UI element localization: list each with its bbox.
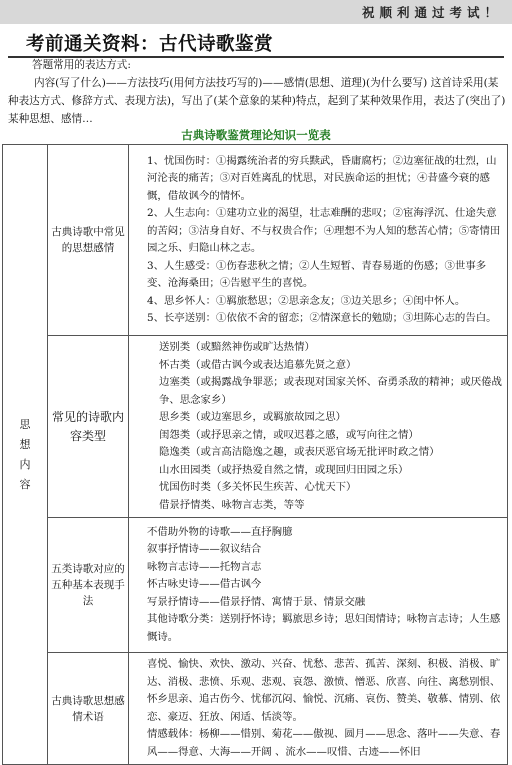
list-item: 边塞类（或揭露战争罪恶；或表现对国家关怀、奋勇杀敌的精神；或厌倦战争、思念家乡） [159, 376, 502, 406]
list-item: 思乡类（或边塞思乡，或羁旅故园之思） [159, 411, 347, 423]
list-item: 送别类（或黯然神伤或旷达热情） [159, 341, 315, 353]
list-item: 不借助外物的诗歌——直抒胸臆 [147, 525, 293, 538]
intro-body: 内容(写了什么)——方法技巧(用何方法技巧写的)——感情(思想、道理)(为什么要写) 这首诗采用(某种表达方式、修辞方式、表现方法)，写出了(某个意象的某种)特点，起到了某种效果作用，表达了(突出了)某种思想、感情… [8, 77, 506, 125]
category-cell: 古典诗歌思想感情术语 [48, 653, 129, 765]
list-item: 借景抒情类、咏物言志类，等等 [159, 498, 305, 511]
outer-label: 思 想 内 容 [19, 417, 31, 491]
list-item: 喜悦、愉快、欢快、激动、兴奋、忧愁、悲苦、孤苦、深刻、积极、消极、旷达、消极、悲愤、乐观、悲观、哀怨、激愤、憎恶、欣喜、向往、离愁别恨、怀乡思亲、追古伤今、忧郁沉闷、愉悦、沉痛、哀伤、赞美、敬慕、情别、依恋、豪迈、狂放、闲适、恬淡等。 [147, 658, 501, 723]
list-item: 2、人生志向：①建功立业的渴望，壮志难酬的悲叹；②宦海浮沉、仕途失意的苦闷；③洁身自好、不与权贵合作；④理想不为人知的愁苦心情；⑤寄情田园之乐、归隐山林之志。 [147, 207, 501, 254]
list-item: 怀古类（或借古讽今或表达追慕先贤之意） [159, 358, 357, 371]
content-cell [129, 518, 508, 653]
category-cell: 五类诗歌对应的五种基本表现手法 [48, 518, 129, 653]
page-title: 考前通关资料：古代诗歌鉴赏 [26, 34, 274, 55]
intro-lead: 答题常用的表达方式: [32, 59, 131, 71]
list-item: 5、长亭送别：①依依不舍的留恋；②情深意长的勉励；③坦陈心志的告白。 [147, 312, 497, 324]
list-item: 情感载体：杨柳——惜别、菊花——傲视、圆月——思念、落叶——失意、春风——得意、大海——开阔 、流水——叹惜、古迹——怀旧 [147, 728, 501, 758]
content-cell [129, 145, 508, 336]
list-item: 怀古咏史诗——借古讽今 [147, 578, 262, 591]
list-item: 4、思乡怀人：①羁旅愁思；②思亲念友；③边关思乡；④闺中怀人。 [147, 294, 466, 307]
list-item: 写景抒情诗——借景抒情、寓情于景、情景交融 [147, 595, 366, 608]
list-item: 叙事抒情诗——叙议结合 [147, 543, 262, 556]
table-row [3, 336, 508, 518]
intro-block [8, 56, 508, 128]
banner-motto: 祝顺利通过考试！ [361, 5, 502, 20]
category-cell: 常见的诗歌内容类型 [48, 336, 129, 518]
table-title: 古典诗歌鉴赏理论知识一览表 [181, 128, 331, 142]
poetry-knowledge-table [2, 144, 508, 765]
outer-label-cell [3, 145, 48, 765]
list-item: 1、忧国伤时：①揭露统治者的穷兵黩武，昏庸腐朽；②边塞征战的壮烈，山河沦丧的痛苦；③对百姓离乱的忧思，对民族命运的担忧；④昔盛今衰的感慨，借故讽今的情怀。 [147, 154, 497, 202]
content-cell [129, 336, 508, 518]
table-row [3, 145, 508, 336]
top-banner [0, 0, 512, 24]
list-item: 山水田园类（或抒热爱自然之情，或现回归田园之乐） [159, 463, 409, 476]
list-item: 3、人生感受：①伤春悲秋之情；②人生短暂、青春易逝的伤感；③世事多变、沧海桑田；④告慰平生的喜悦。 [147, 259, 487, 289]
list-item: 其他诗歌分类：送别抒怀诗；羁旅思乡诗；思妇闺情诗；咏物言志诗；人生感慨诗。 [147, 613, 501, 643]
table-row [3, 653, 508, 765]
content-cell [129, 653, 508, 765]
list-item: 咏物言志诗——托物言志 [147, 560, 262, 573]
category-cell: 古典诗歌中常见的思想感情 [48, 145, 129, 336]
table-row [3, 518, 508, 653]
list-item: 忧国伤时类（多关怀民生疾苦、心忧天下） [159, 481, 357, 493]
list-item: 闺怨类（或抒思亲之情，或叹迟暮之感，或写向往之情） [159, 428, 419, 441]
list-item: 隐逸类（或言高洁隐逸之趣，或表厌恶官场无批评时政之情） [159, 446, 440, 458]
